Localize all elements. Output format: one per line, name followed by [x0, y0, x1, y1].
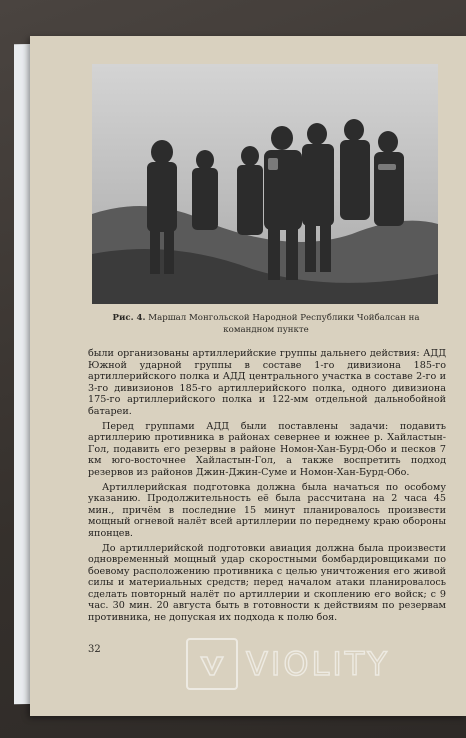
paragraph-3: Артиллерийская подготовка должна была начаться по особому указанию. Продолжительность её была рассчитана на 2 часа 45 мин., причём в последние 15 минут планировалось произвести мощный огневой налёт всей артиллерии по переднему краю обороны японцев. — [88, 481, 446, 539]
caption-text: Маршал Монгольской Народной Республики Чойбалсан на командном пункте — [148, 313, 420, 335]
violity-logo-icon — [186, 638, 238, 690]
page-number: 32 — [88, 644, 101, 655]
body-text — [88, 348, 446, 627]
watermark — [186, 636, 436, 692]
figure-caption — [88, 312, 444, 336]
paragraph-1: были организованы артиллерийские группы дальнего действия: АДД Южной ударной группы в составе 1-го дивизиона 185-го артиллерийского полка и АДД центрального участка в составе 2-го и 3-го дивизионов 185-го артиллерийского полка, одного дивизиона 175-го артиллерийского полка и 122-мм отдельной дальнобойной батареи. — [88, 348, 446, 417]
watermark-text: VIOLITY — [246, 645, 390, 683]
paragraph-2: Перед группами АДД были поставлены задачи: подавить артиллерию противника в районах севернее и южнее р. Хайластын-Гол, подавить его резервы в районе Номон-Хан-Бурд-Обо и песков 7 км юго-восточнее Хайластын-Гол, а также воспретить подход резервов из районов Джин-Джин-Суме и Номон-Хан-Бурд-Обо. — [88, 420, 446, 478]
caption-label: Рис. 4. — [112, 313, 146, 323]
paragraph-4: До артиллерийской подготовки авиация должна была произвести одновременный мощный удар скоростными бомбардировщиками по боевому расположению противника с целью уничтожения его живой силы и материальных средств; перед началом атаки планировалось сделать повторный налёт по артиллерии и скоплению его войск; с 9 час. 30 мин. 20 августа быть в готовности к действиям по резервам противника, не допуская их подхода к полю боя. — [88, 542, 446, 624]
book-page — [30, 36, 466, 716]
photograph — [92, 64, 438, 304]
photograph-icon — [92, 64, 438, 304]
